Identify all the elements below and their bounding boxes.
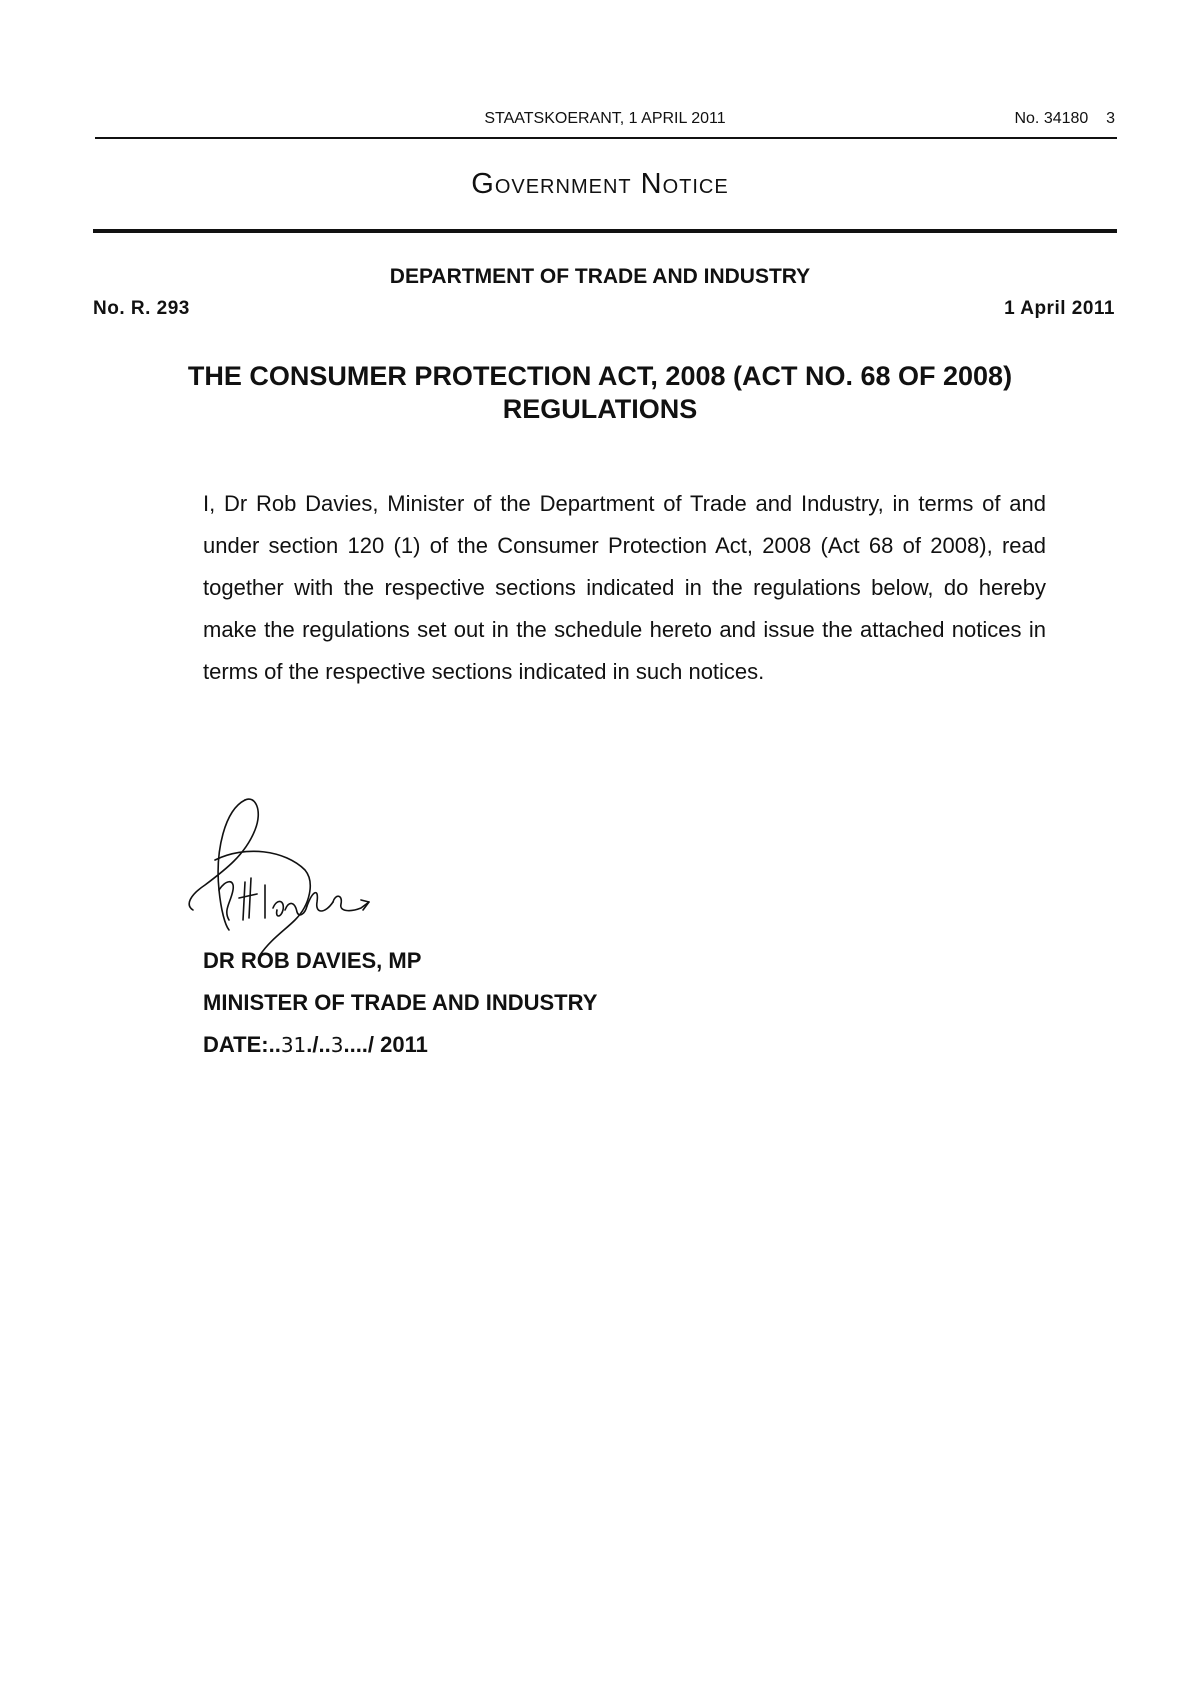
signatory-position: MINISTER OF TRADE AND INDUSTRY (203, 990, 598, 1015)
notice-number: No. R. 293 (93, 298, 190, 319)
body-paragraph: I, Dr Rob Davies, Minister of the Department of Trade and Industry, in terms of and under section 120 (1) of the Consumer Protection Act, 2008 (Act 68 of 2008), read together with the respective sections indicated in the regulations below, do hereby make the regulations set out in the schedule hereto and issue the attached notices in terms of the respective sections indicated in such notices. (203, 491, 1046, 684)
date-month: 3 (330, 1033, 344, 1057)
title-line-1: THE CONSUMER PROTECTION ACT, 2008 (ACT NO. 68 OF 2008) (187, 361, 1013, 391)
date-label: DATE: (203, 1032, 269, 1057)
signatory-date: DATE:..31./..3..../ 2011 (203, 1032, 428, 1057)
department-name: DEPARTMENT OF TRADE AND INDUSTRY (389, 265, 811, 288)
page-number: 3 (1106, 110, 1115, 127)
issue-number: No. 34180 (1014, 110, 1089, 127)
running-head (95, 108, 1115, 134)
header-rule (95, 137, 1117, 139)
signatory-block (203, 940, 597, 1066)
notice-type-heading: Government Notice (471, 168, 729, 200)
issue-and-page (1014, 110, 1115, 128)
date-day: 31 (280, 1033, 307, 1057)
gazette-title: STAATSKOERANT, 1 APRIL 2011 (484, 110, 726, 127)
signatory-name: DR ROB DAVIES, MP (203, 948, 422, 973)
notice-title (0, 360, 1200, 426)
title-line-2: REGULATIONS (502, 394, 698, 424)
date-year: 2011 (380, 1032, 428, 1057)
notice-date: 1 April 2011 (1004, 298, 1115, 319)
signature-image (185, 790, 405, 960)
heading-rule (93, 229, 1117, 233)
